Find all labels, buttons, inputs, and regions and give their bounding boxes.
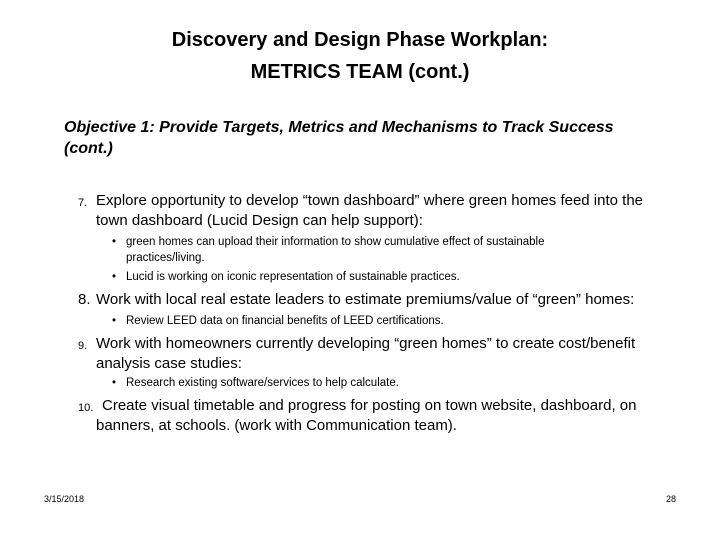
sub-bullet-line-1: Review LEED data on financial benefits of LEED certifications. — [126, 315, 444, 327]
title-line-2: METRICS TEAM (cont.) — [250, 61, 470, 83]
list-item-line-1: Explore opportunity to develop “town dashboard” where green homes feed into the — [96, 192, 644, 209]
sub-bullet-line-1: Lucid is working on iconic representation of sustainable practices. — [126, 271, 460, 283]
page-number: 28 — [666, 494, 677, 504]
sub-bullet — [112, 269, 672, 285]
sub-bullet — [112, 234, 672, 266]
sub-bullet-line-1: Research existing software/services to help calculate. — [126, 377, 399, 389]
bullet-icon: • — [112, 236, 117, 248]
slide-title — [0, 24, 720, 88]
sub-bullet-line-2: practices/living. — [126, 252, 205, 264]
list-item-line-2: town dashboard (Lucid Design can help support): — [96, 212, 423, 229]
title-line-1: Discovery and Design Phase Workplan: — [171, 29, 549, 51]
objective-line-2: (cont.) — [64, 140, 113, 157]
list-item-line-2: banners, at schools. (work with Communication team). — [96, 417, 457, 434]
list-number: 10. — [78, 402, 94, 414]
bullet-icon: • — [112, 271, 117, 283]
list-item-line-2: analysis case studies: — [96, 355, 242, 372]
bullet-icon: • — [112, 377, 117, 389]
list-item-7 — [78, 191, 688, 231]
list-item-9 — [78, 334, 688, 374]
list-item-10 — [78, 396, 688, 436]
list-item-line-1: Work with local real estate leaders to estimate premiums/value of “green” homes: — [96, 291, 635, 308]
list-number: 8. — [78, 291, 91, 308]
bullet-icon: • — [112, 315, 117, 327]
list-number: 7. — [78, 197, 88, 209]
objective-heading — [64, 117, 704, 159]
list-item-8 — [78, 290, 688, 310]
sub-bullet-line-1: green homes can upload their information to show cumulative effect of sustainable — [126, 236, 545, 248]
list-item-line-1: Work with homeowners currently developing “green homes” to create cost/benefit — [96, 335, 636, 352]
objective-line-1: Objective 1: Provide Targets, Metrics and Mechanisms to Track Success — [64, 119, 614, 136]
sub-bullet — [112, 375, 672, 391]
list-item-line-1: Create visual timetable and progress for posting on town website, dashboard, on — [102, 397, 637, 414]
list-number: 9. — [78, 340, 88, 352]
sub-bullet — [112, 313, 672, 329]
footer-date: 3/15/2018 — [44, 494, 85, 504]
